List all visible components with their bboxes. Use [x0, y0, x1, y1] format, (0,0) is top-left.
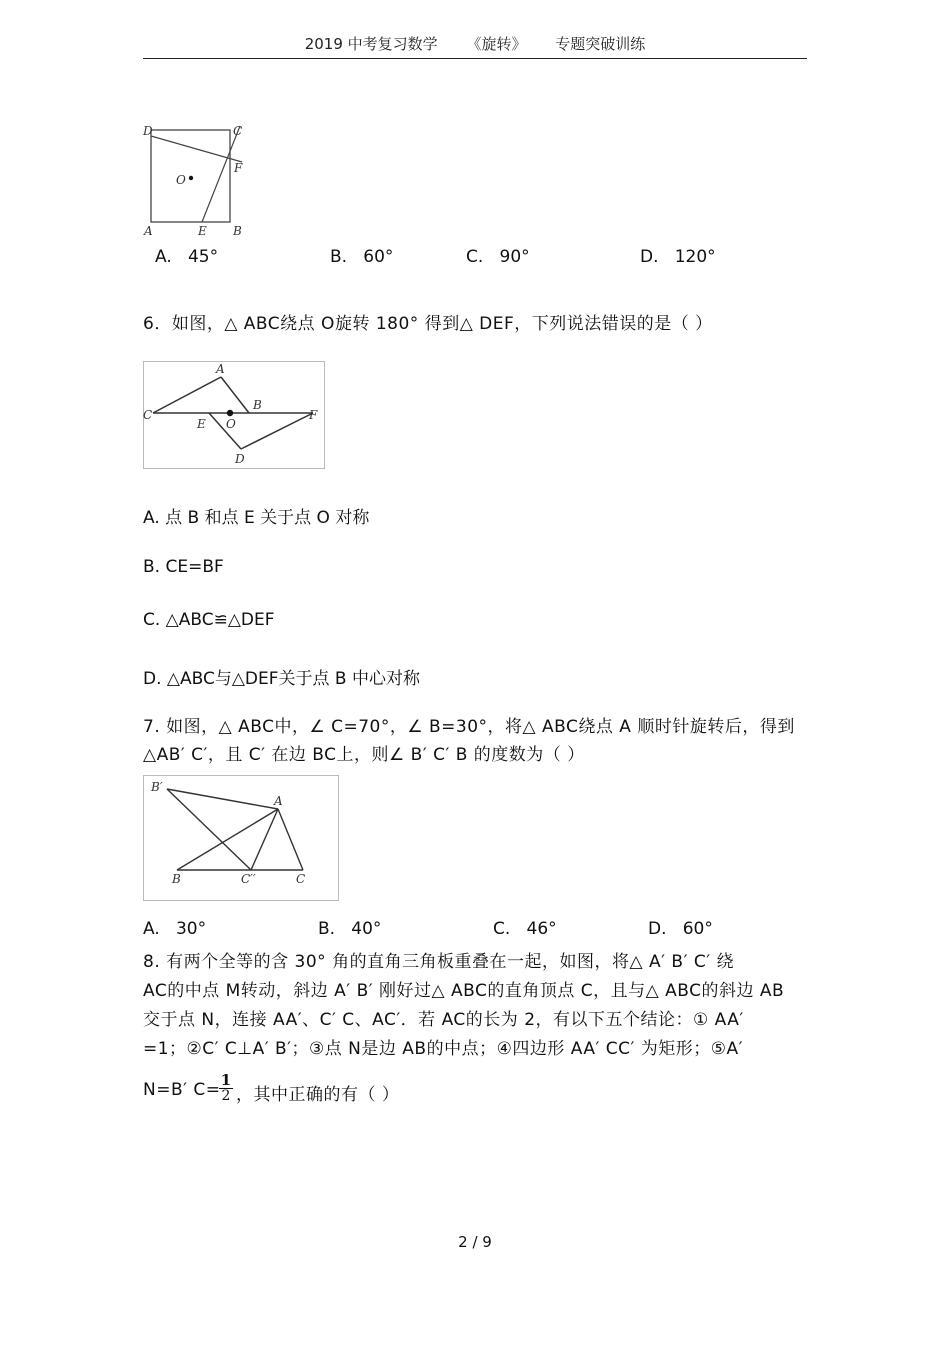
- q5-label-C: C: [233, 124, 243, 138]
- q5-option-d[interactable]: [640, 247, 716, 267]
- header-subject: 2019 中考复习数学: [304, 35, 438, 53]
- q7-label-C: C: [296, 872, 306, 886]
- q7-option-c-letter: C.: [493, 919, 511, 939]
- q5-option-d-letter: D.: [640, 247, 659, 267]
- q5-label-A: A: [144, 224, 153, 238]
- q7-option-a-letter: A.: [143, 919, 160, 939]
- q8-question-line4: =1；②C′ C⊥A′ B′；③点 N是边 AB的中点；④四边形 AA′ CC′ 为矩形；⑤A′: [143, 1039, 743, 1059]
- q7-option-b-letter: B.: [318, 919, 336, 939]
- q7-figure: [143, 775, 339, 901]
- header-series: 专题突破训练: [555, 35, 646, 53]
- fraction-numerator: 1: [220, 1071, 232, 1089]
- q7-option-c-value: 46°: [526, 919, 557, 939]
- q8-question-line2: AC的中点 M转动，斜边 A′ B′ 刚好过△ ABC的直角顶点 C，且与△ ABC的斜边 AB: [143, 981, 785, 1001]
- q6-option-c[interactable]: C. △ABC≌△DEF: [143, 610, 275, 630]
- q5-figure: [140, 122, 250, 238]
- q6-label-A: A: [216, 362, 225, 376]
- q6-label-B: B: [253, 398, 262, 412]
- q6-option-d[interactable]: D. △ABC与△DEF关于点 B 中心对称: [143, 669, 420, 689]
- q7-question-line2: △AB′ C′，且 C′ 在边 BC上，则∠ B′ C′ B 的度数为（ ）: [143, 745, 585, 765]
- q5-option-b[interactable]: [330, 247, 393, 267]
- q5-label-F: F: [234, 161, 243, 175]
- q6-label-D: D: [235, 452, 245, 466]
- q5-option-c-value: 90°: [499, 247, 530, 267]
- q5-label-B: B: [233, 224, 242, 238]
- q7-option-a-value: 30°: [175, 919, 207, 939]
- q7-option-b[interactable]: [318, 919, 381, 939]
- fraction-one-half: [219, 1073, 233, 1104]
- q6-label-F: F: [309, 408, 318, 422]
- q5-label-D: D: [143, 124, 153, 138]
- q7-label-Cprime: C′′: [241, 872, 256, 886]
- q7-option-d-value: 60°: [682, 919, 713, 939]
- q8-question-line5-end: ，其中正确的有（ ）: [236, 1085, 400, 1105]
- page-header: [143, 33, 807, 54]
- page-number: 2 / 9: [458, 1233, 492, 1251]
- q8-question-line5-start: N=B′ C=: [143, 1080, 221, 1100]
- q5-option-b-letter: B.: [330, 247, 348, 267]
- q8-question-line1: 8. 有两个全等的含 30° 角的直角三角板重叠在一起，如图，将△ A′ B′ C′ 绕: [143, 952, 734, 972]
- q7-label-Bprime: B′: [151, 780, 163, 794]
- q5-option-a-letter: A.: [155, 247, 172, 267]
- q6-figure: [143, 361, 325, 469]
- q6-label-O: O: [226, 417, 236, 431]
- header-topic: 《旋转》: [466, 35, 527, 53]
- q8-question-line3: 交于点 N，连接 AA′、C′ C、AC′．若 AC的长为 2，有以下五个结论：① AA′: [143, 1010, 744, 1030]
- q6-label-C: C: [143, 408, 153, 422]
- q5-label-E: E: [198, 224, 207, 238]
- q7-option-a[interactable]: [143, 919, 206, 939]
- q5-option-a[interactable]: [155, 247, 218, 267]
- q5-option-b-value: 60°: [363, 247, 394, 267]
- q7-label-B: B: [172, 872, 181, 886]
- q7-option-b-value: 40°: [351, 919, 382, 939]
- q6-option-b[interactable]: B. CE=BF: [143, 557, 224, 577]
- q7-option-d-letter: D.: [648, 919, 667, 939]
- q6-label-E: E: [197, 417, 206, 431]
- q5-option-d-value: 120°: [674, 247, 716, 267]
- q5-option-a-value: 45°: [187, 247, 219, 267]
- q6-option-a[interactable]: A. 点 B 和点 E 关于点 O 对称: [143, 508, 370, 528]
- q6-question: 6．如图，△ ABC绕点 O旋转 180° 得到△ DEF，下列说法错误的是（ ）: [143, 314, 713, 334]
- q5-option-c-letter: C.: [466, 247, 484, 267]
- header-rule: [143, 58, 807, 59]
- q7-option-c[interactable]: [493, 919, 557, 939]
- q7-question-line1: 7. 如图，△ ABC中，∠ C=70°，∠ B=30°，将△ ABC绕点 A 顺时针旋转后，得到: [143, 717, 795, 737]
- q7-option-d[interactable]: [648, 919, 713, 939]
- fraction-denominator: 2: [221, 1088, 231, 1104]
- q7-label-A: A: [274, 794, 283, 808]
- q5-label-O: O: [176, 173, 186, 187]
- q5-option-c[interactable]: [466, 247, 530, 267]
